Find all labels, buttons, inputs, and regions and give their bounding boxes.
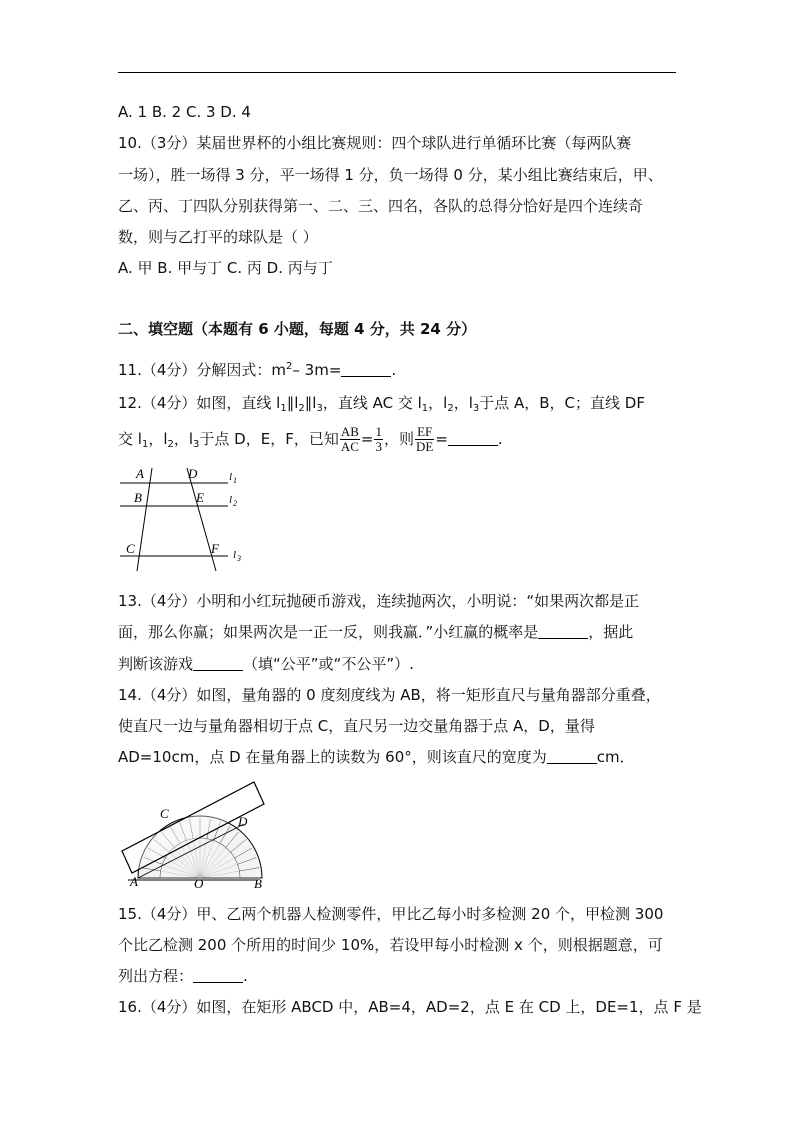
subscript: 3 <box>316 403 323 414</box>
q11-suffix: – 3m= <box>292 361 342 379</box>
fraction-numerator: EF <box>415 425 434 440</box>
label-c: C <box>126 541 135 556</box>
q10-line1: 10.（3分）某届世界杯的小组比赛规则：四个球队进行单循环比赛（每两队赛 <box>118 134 632 152</box>
fraction-denominator: 3 <box>375 439 382 454</box>
fraction-one-third <box>374 425 383 454</box>
label-d: D <box>238 814 248 829</box>
q14-text: cm． <box>596 748 635 766</box>
q12-text: ，则 <box>383 430 414 448</box>
section2-heading: 二、填空题（本题有 6 小题，每题 4 分，共 24 分） <box>118 320 477 338</box>
subscript: 3 <box>472 403 480 414</box>
label-l3: l <box>233 549 237 561</box>
q10-options: A. 甲 B. 甲与丁 C. 丙 D. 丙与丁 <box>118 259 333 277</box>
label-l1: l <box>229 471 233 483</box>
equals-sign: = <box>435 430 448 448</box>
equals-sign: = <box>360 430 374 448</box>
label-c: C <box>160 806 169 821</box>
q11-prefix: 11.（4分）分解因式：m <box>118 361 287 379</box>
parallel-lines-figure <box>116 463 252 575</box>
label-l1-subscript: 1 <box>233 476 237 485</box>
q13-text: 面，那么你赢；如果两次是一正一反，则我赢．”小红赢的概率是 <box>118 623 539 641</box>
q12-line2 <box>118 422 503 462</box>
q9-options: A. 1 B. 2 C. 3 D. 4 <box>118 103 251 121</box>
subscript: 3 <box>193 439 200 450</box>
label-f: F <box>211 541 219 556</box>
q12-text: ，l <box>453 394 473 412</box>
q14-text: AD=10cm，点 D 在量角器上的读数为 60°，则该直尺的宽度为 <box>118 748 547 766</box>
label-l2-subscript: 2 <box>233 499 237 508</box>
q12-text: 交 l <box>118 430 142 448</box>
fraction-numerator: 1 <box>375 424 382 439</box>
q12-text: 于点 A，B，C；直线 DF <box>479 394 645 412</box>
q12-text: 于点 D，E，F，已知 <box>199 430 339 448</box>
q15-line1: 15.（4分）甲、乙两个机器人检测零件，甲比乙每小时多检测 20 个，甲检测 300 <box>118 905 664 923</box>
q15-answer-blank[interactable] <box>193 968 243 983</box>
q12-text: ，直线 AC 交 l <box>322 394 422 412</box>
q13-line3 <box>118 654 414 674</box>
q12-text: 12.（4分）如图，直线 l <box>118 394 281 412</box>
q15-line3 <box>118 966 248 986</box>
subscript: 2 <box>447 403 454 414</box>
q14-line3 <box>118 747 635 767</box>
q14-line1: 14.（4分）如图，量角器的 0 度刻度线为 AB，将一矩形直尺与量角器部分重叠， <box>118 686 661 704</box>
q14-line2: 使直尺一边与量角器相切于点 C，直尺另一边交量角器于点 A，D，量得 <box>118 717 595 735</box>
label-a: A <box>130 874 138 889</box>
label-b: B <box>134 490 142 505</box>
label-e: E <box>196 490 204 505</box>
label-o: O <box>194 876 204 891</box>
label-d: D <box>188 466 198 481</box>
q13-line2 <box>118 622 633 642</box>
q10-line4: 数，则与乙打平的球队是（ ） <box>118 228 318 246</box>
fraction-denominator: DE <box>416 439 434 454</box>
q11-exponent: 2 <box>286 361 293 372</box>
subscript: 1 <box>280 403 287 414</box>
q12-line1 <box>118 393 645 419</box>
q12-end: . <box>497 430 503 448</box>
q12-text: ，l <box>148 430 168 448</box>
q12-answer-blank[interactable] <box>448 431 498 446</box>
q11-answer-blank[interactable] <box>341 362 391 377</box>
subscript: 2 <box>167 439 174 450</box>
q12-text: ∥l <box>286 394 299 412</box>
q13-answer-blank-1[interactable] <box>538 624 588 639</box>
subscript: 1 <box>141 439 149 450</box>
q15-text: . <box>243 967 248 985</box>
q13-text: ，据此 <box>588 623 634 641</box>
q13-text: （填“公平”或“不公平”）. <box>243 655 414 673</box>
q10-line2: 一场），胜一场得 3 分，平一场得 1 分，负一场得 0 分，某小组比赛结束后，甲、 <box>118 166 663 184</box>
header-rule <box>118 72 676 73</box>
q14-answer-blank[interactable] <box>547 749 597 764</box>
fraction-ef-de <box>415 425 434 454</box>
q16-line1: 16.（4分）如图，在矩形 ABCD 中，AB=4，AD=2，点 E 在 CD 上，DE=1，点 F 是 <box>118 998 702 1016</box>
label-l3-subscript: 3 <box>237 554 241 563</box>
q12-text: ，l <box>173 430 194 448</box>
q13-answer-blank-2[interactable] <box>193 656 243 671</box>
q15-text: 列出方程： <box>118 967 194 985</box>
fraction-numerator: AB <box>340 424 359 439</box>
q13-text: 判断该游戏 <box>118 655 194 673</box>
q13-line1: 13.（4分）小明和小红玩抛硬币游戏，连续抛两次，小明说：“如果两次都是正 <box>118 592 640 610</box>
q11-end: . <box>391 361 397 379</box>
q11 <box>118 357 396 380</box>
label-a: A <box>136 466 144 481</box>
fraction-denominator: AC <box>340 439 359 454</box>
q12-text: ，l <box>428 394 448 412</box>
fraction-ab-ac <box>340 425 360 454</box>
subscript: 2 <box>298 403 305 414</box>
label-l2: l <box>229 494 233 506</box>
q12-text: ∥l <box>304 394 317 412</box>
label-b: B <box>254 876 262 891</box>
subscript: 1 <box>421 403 429 414</box>
protractor-figure <box>116 778 274 892</box>
q15-line2: 个比乙检测 200 个所用的时间少 10%，若设甲每小时检测 x 个，则根据题意，可 <box>118 936 663 954</box>
q10-line3: 乙、丙、丁四队分别获得第一、二、三、四名，各队的总得分恰好是四个连续奇 <box>118 197 644 215</box>
